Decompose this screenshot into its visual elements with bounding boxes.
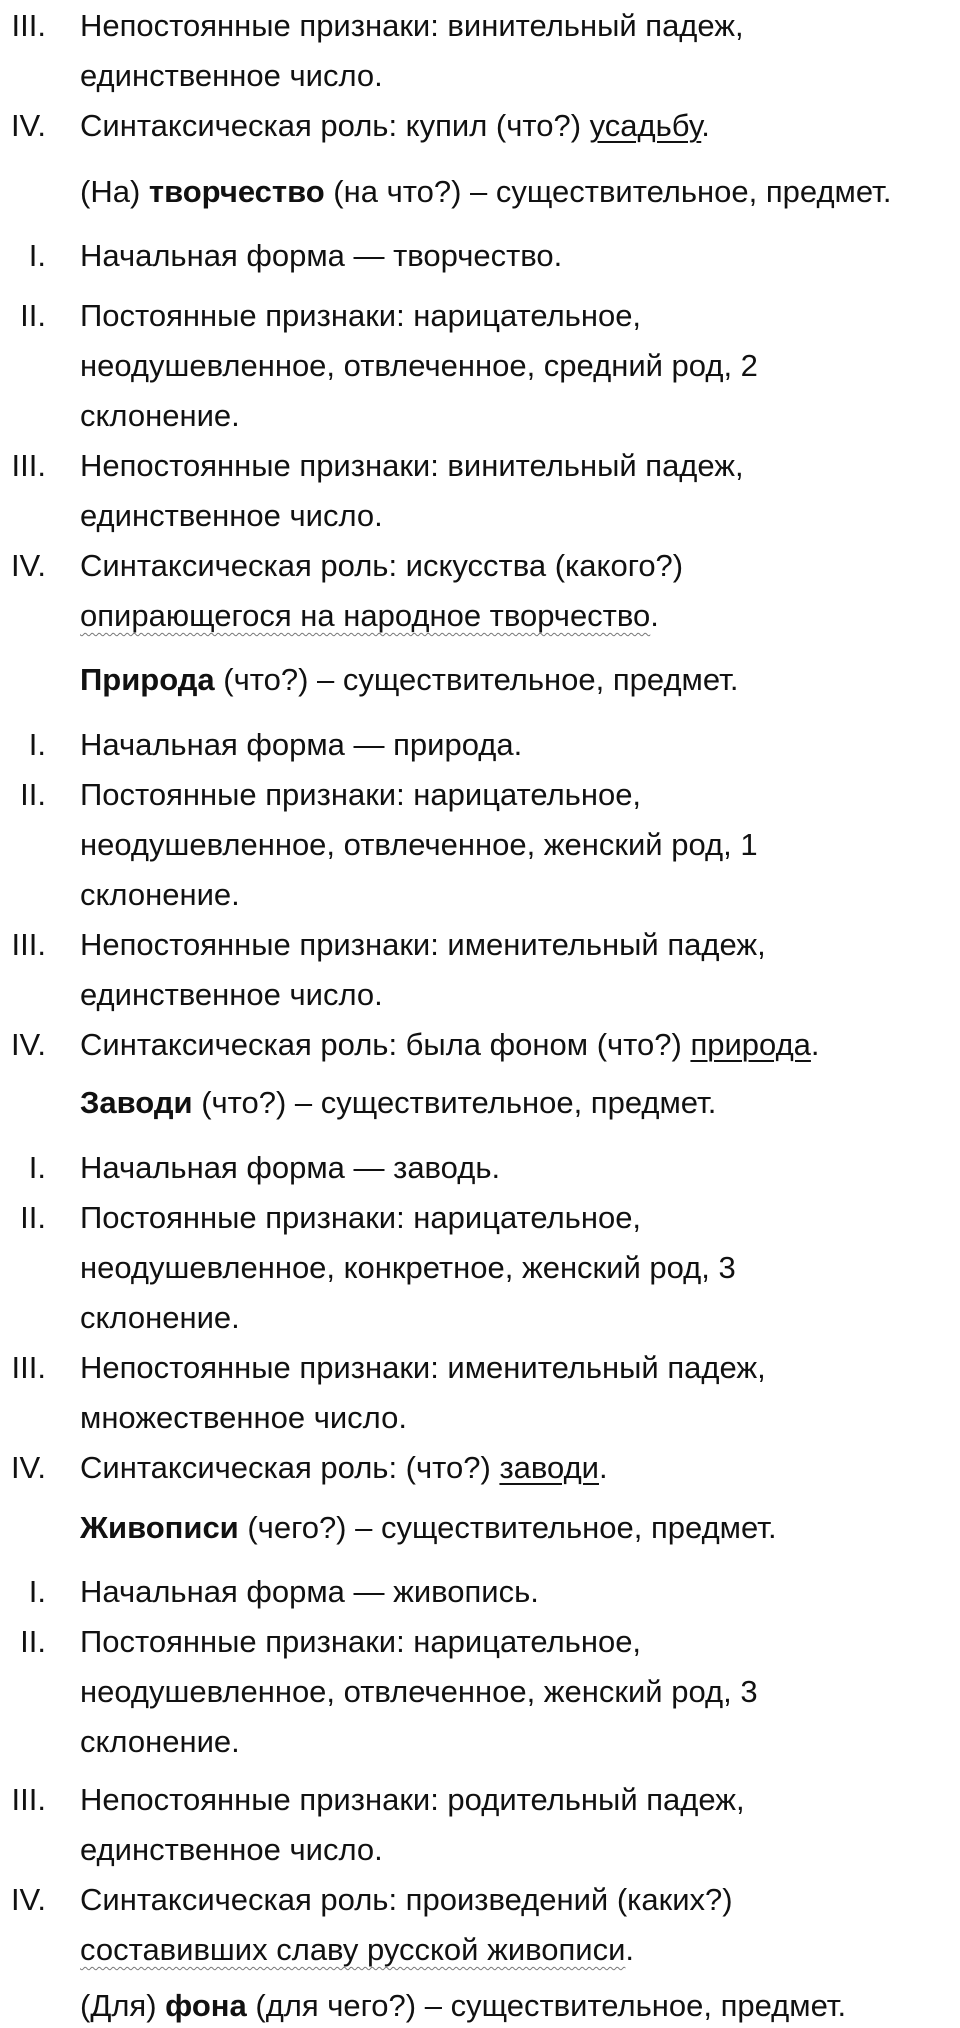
text-run: неодушевленное, конкретное, женский род, 3: [80, 1250, 736, 1285]
text-run: Постоянные признаки: нарицательное,: [80, 1200, 642, 1235]
text-line: [80, 1622, 641, 1662]
word-heading: [80, 660, 738, 700]
text-run: склонение.: [80, 1724, 240, 1759]
underlined-phrase: составивших славу русской живописи: [80, 1932, 626, 1967]
word-heading: [80, 1083, 716, 1123]
text-run: неодушевленное, отвлеченное, средний род, 2: [80, 348, 758, 383]
text-line: [80, 1572, 539, 1612]
text-run: Начальная форма — творчество.: [80, 238, 563, 273]
text-run: Постоянные признаки: нарицательное,: [80, 777, 642, 812]
text-line: [80, 1248, 736, 1288]
text-run: (Для): [80, 1988, 166, 2023]
underlined-phrase: опирающегося на народное творчество: [80, 598, 651, 633]
text-line: [80, 446, 744, 486]
text-run: Постоянные признаки: нарицательное,: [80, 298, 642, 333]
bold-term: творчество: [148, 174, 325, 209]
text-run: Постоянные признаки: нарицательное,: [80, 1624, 642, 1659]
bold-term: Живописи: [80, 1510, 239, 1545]
text-line: [80, 106, 710, 146]
list-numeral: IV.: [10, 548, 46, 583]
list-numeral: III.: [11, 927, 46, 962]
list-numeral: II.: [20, 777, 46, 812]
text-line: [80, 56, 383, 96]
list-numeral: I.: [28, 727, 46, 762]
text-run: единственное число.: [80, 58, 383, 93]
text-line: [80, 1880, 733, 1920]
text-line: [80, 1348, 766, 1388]
text-run: Непостоянные признаки: именительный падеж,: [80, 1350, 766, 1385]
text-line: [80, 975, 383, 1015]
text-line: [80, 1930, 634, 1970]
list-numeral: II.: [20, 298, 46, 333]
list-numeral: III.: [11, 448, 46, 483]
word-heading: [80, 1986, 846, 2026]
list-numeral: III.: [11, 1782, 46, 1817]
text-line: [80, 496, 383, 536]
text-line: [80, 236, 562, 276]
list-numeral: III.: [11, 8, 46, 43]
text-run: склонение.: [80, 398, 240, 433]
text-run: .: [650, 598, 659, 633]
text-line: [80, 875, 240, 915]
bold-term: Заводи: [80, 1085, 193, 1120]
list-numeral: I.: [28, 1574, 46, 1609]
text-run: склонение.: [80, 877, 240, 912]
text-line: [80, 925, 766, 965]
word-heading: [80, 172, 891, 212]
text-run: неодушевленное, отвлеченное, женский род, 3: [80, 1674, 758, 1709]
text-line: [80, 1198, 641, 1238]
list-numeral: II.: [20, 1200, 46, 1235]
text-line: [80, 596, 659, 636]
text-run: неодушевленное, отвлеченное, женский род, 1: [80, 827, 758, 862]
text-line: [80, 775, 641, 815]
list-numeral: I.: [28, 1150, 46, 1185]
text-run: множественное число.: [80, 1400, 407, 1435]
text-line: [80, 825, 758, 865]
text-line: [80, 1298, 240, 1338]
text-run: Начальная форма — заводь.: [80, 1150, 501, 1185]
text-line: [80, 346, 758, 386]
text-run: Синтаксическая роль: была фоном (что?): [80, 1027, 691, 1062]
text-line: [80, 1025, 820, 1065]
text-line: [80, 1672, 758, 1712]
list-numeral: IV.: [10, 1027, 46, 1062]
text-run: .: [701, 108, 710, 143]
text-run: (для чего?) – существительное, предмет.: [246, 1988, 847, 2023]
text-run: Синтаксическая роль: произведений (каких?): [80, 1882, 733, 1917]
bold-term: Природа: [80, 662, 215, 697]
text-line: [80, 1398, 407, 1438]
text-run: единственное число.: [80, 498, 383, 533]
text-run: (На): [80, 174, 149, 209]
text-line: [80, 1148, 500, 1188]
text-run: Непостоянные признаки: винительный падеж,: [80, 448, 744, 483]
text-line: [80, 1780, 745, 1820]
text-line: [80, 725, 522, 765]
text-line: [80, 1722, 240, 1762]
underlined-phrase: заводи: [499, 1450, 599, 1485]
text-line: [80, 6, 744, 46]
list-numeral: II.: [20, 1624, 46, 1659]
text-run: Синтаксическая роль: искусства (какого?): [80, 548, 684, 583]
bold-term: фона: [165, 1988, 247, 2023]
text-run: Начальная форма — природа.: [80, 727, 523, 762]
text-line: [80, 1830, 383, 1870]
list-numeral: IV.: [10, 108, 46, 143]
text-run: Непостоянные признаки: винительный падеж,: [80, 8, 744, 43]
list-numeral: IV.: [10, 1450, 46, 1485]
text-run: Синтаксическая роль: (что?): [80, 1450, 500, 1485]
text-run: (на что?) – существительное, предмет.: [324, 174, 892, 209]
text-run: (чего?) – существительное, предмет.: [238, 1510, 777, 1545]
text-run: .: [598, 1450, 608, 1485]
underlined-phrase: природа: [690, 1027, 811, 1062]
text-run: единственное число.: [80, 1832, 383, 1867]
text-run: Непостоянные признаки: родительный падеж,: [80, 1782, 745, 1817]
list-numeral: IV.: [10, 1882, 46, 1917]
text-run: (что?) – существительное, предмет.: [192, 1085, 717, 1120]
text-line: [80, 546, 683, 586]
text-run: (что?) – существительное, предмет.: [214, 662, 739, 697]
text-run: .: [625, 1932, 635, 1967]
text-run: .: [810, 1027, 820, 1062]
text-run: Непостоянные признаки: именительный падеж,: [80, 927, 766, 962]
list-numeral: I.: [28, 238, 46, 273]
list-numeral: III.: [11, 1350, 46, 1385]
word-heading: [80, 1508, 777, 1548]
text-line: [80, 296, 641, 336]
text-run: Начальная форма — живопись.: [80, 1574, 539, 1609]
text-line: [80, 1448, 608, 1488]
text-run: Синтаксическая роль: купил (что?): [80, 108, 590, 143]
text-run: единственное число.: [80, 977, 383, 1012]
text-run: склонение.: [80, 1300, 240, 1335]
text-line: [80, 396, 240, 436]
underlined-phrase: усадьбу: [589, 108, 702, 143]
